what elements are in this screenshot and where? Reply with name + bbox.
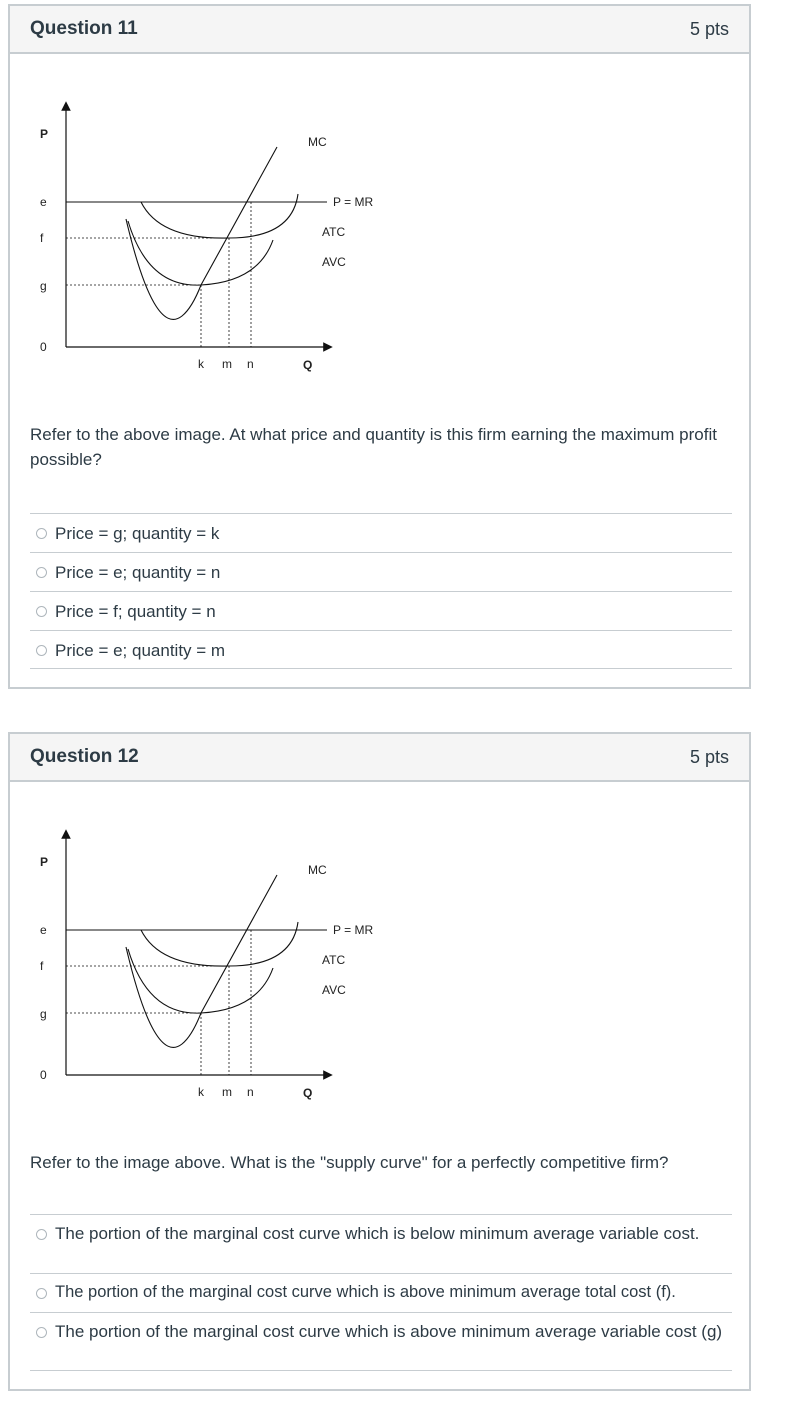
radio-button[interactable] <box>36 567 47 578</box>
price-label-f: f <box>40 231 44 245</box>
question-title: Question 12 <box>30 746 139 767</box>
answer-option[interactable] <box>30 1273 732 1312</box>
mc-label: MC <box>308 135 327 149</box>
p-mr-label: P = MR <box>333 195 374 209</box>
mc-label: MC <box>308 863 327 877</box>
price-label-f: f <box>40 959 44 973</box>
answer-text: The portion of the marginal cost curve which is below minimum average variable cost. <box>55 1224 700 1243</box>
quantity-label-m: m <box>222 357 232 371</box>
x-axis-label: Q <box>303 358 313 372</box>
price-label-e: e <box>40 923 47 937</box>
quantity-label-n: n <box>247 1085 254 1099</box>
avc-label: AVC <box>322 255 346 269</box>
answer-text: Price = g; quantity = k <box>55 524 220 543</box>
price-label-0: 0 <box>40 340 47 354</box>
question-12-header <box>10 734 749 782</box>
cost-curve-graph <box>30 826 410 1126</box>
mc-curve <box>126 875 277 1047</box>
radio-button[interactable] <box>36 1229 47 1240</box>
y-axis-label: P <box>40 855 49 869</box>
atc-label: ATC <box>322 953 346 967</box>
quantity-label-k: k <box>198 1085 204 1099</box>
y-axis-label: P <box>40 127 49 141</box>
question-11-header <box>10 6 749 54</box>
question-11-card <box>8 4 751 689</box>
question-title: Question 11 <box>30 18 138 39</box>
price-label-g: g <box>40 1007 47 1021</box>
atc-label: ATC <box>322 225 346 239</box>
price-label-e: e <box>40 195 47 209</box>
radio-button[interactable] <box>36 606 47 617</box>
answer-text: The portion of the marginal cost curve which is above minimum average total cost (f). <box>55 1283 676 1301</box>
answer-option[interactable] <box>30 552 732 591</box>
quantity-label-n: n <box>247 357 254 371</box>
quantity-label-k: k <box>198 357 204 371</box>
answer-text: Price = f; quantity = n <box>55 602 216 621</box>
quantity-label-m: m <box>222 1085 232 1099</box>
answer-list <box>30 513 732 669</box>
radio-button[interactable] <box>36 528 47 539</box>
question-points: 5 pts <box>689 18 729 39</box>
question-prompt: Refer to the image above. What is the "supply curve" for a perfectly competitive firm? <box>30 1153 669 1172</box>
x-axis-label: Q <box>303 1086 313 1100</box>
question-prompt: Refer to the above image. At what price and quantity is this firm earning the maximum profit possible? <box>30 425 717 469</box>
answer-option[interactable] <box>30 1214 732 1273</box>
question-points: 5 pts <box>689 746 729 767</box>
question-12-card <box>8 732 751 1391</box>
answer-list <box>30 1214 732 1371</box>
atc-curve <box>141 922 298 966</box>
answer-option[interactable] <box>30 630 732 669</box>
answer-option[interactable] <box>30 513 732 552</box>
radio-button[interactable] <box>36 645 47 656</box>
answer-option[interactable] <box>30 591 732 630</box>
radio-button[interactable] <box>36 1288 47 1299</box>
mc-curve <box>126 147 277 319</box>
price-label-g: g <box>40 279 47 293</box>
avc-label: AVC <box>322 983 346 997</box>
radio-button[interactable] <box>36 1327 47 1338</box>
answer-text: Price = e; quantity = m <box>55 641 226 660</box>
p-mr-label: P = MR <box>333 923 374 937</box>
answer-text: Price = e; quantity = n <box>55 563 221 582</box>
atc-curve <box>141 194 298 238</box>
answer-text: The portion of the marginal cost curve which is above minimum average variable cost (g) <box>55 1322 723 1341</box>
answer-option[interactable] <box>30 1312 732 1371</box>
cost-curve-graph <box>30 98 410 398</box>
price-label-0: 0 <box>40 1068 47 1082</box>
